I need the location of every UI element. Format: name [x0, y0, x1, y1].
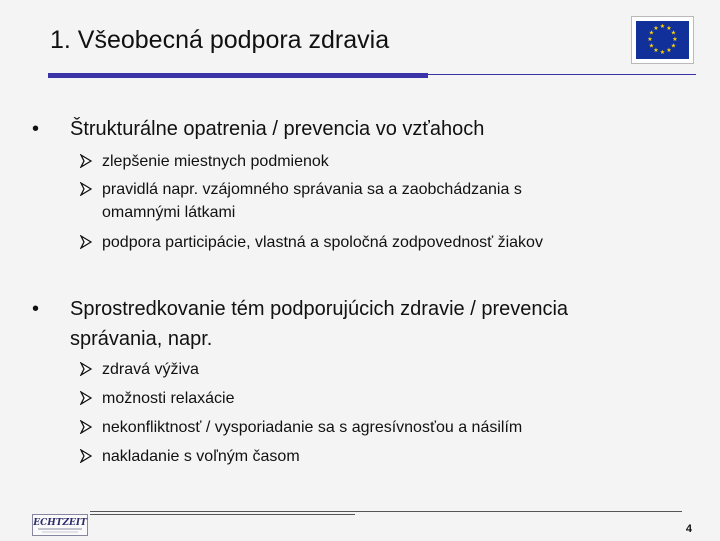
arrow-bullet-icon: [80, 420, 92, 434]
svg-text:★: ★: [647, 36, 653, 43]
page-title: 1. Všeobecná podpora zdravia: [50, 26, 390, 54]
svg-text:★: ★: [648, 29, 655, 37]
main-bullet-text: správania, napr.: [70, 328, 213, 350]
main-bullet-text: Štrukturálne opatrenia / prevencia vo vzťahoch: [70, 118, 485, 140]
main-bullet-text: Sprostredkovanie tém podporujúcich zdravie / prevencia: [70, 298, 569, 320]
sub-item-text: podpora participácie, vlastná a spoločná zodpovednosť žiakov: [102, 234, 543, 251]
eu-stars: [636, 21, 689, 59]
arrow-bullet-icon: [80, 391, 92, 405]
sub-item-text: nakladanie s voľným časom: [102, 448, 300, 465]
bullet-dot: •: [32, 118, 40, 140]
sub-item-text: možnosti relaxácie: [102, 390, 235, 407]
arrow-bullet-icon: [80, 182, 92, 196]
sub-item-text: pravidlá napr. vzájomného správania sa a zaobchádzania s: [102, 181, 522, 198]
arrow-bullet-icon: [80, 154, 92, 168]
title-underline-thick: [48, 73, 428, 78]
svg-text:★: ★: [659, 49, 666, 56]
svg-text:★: ★: [670, 29, 677, 37]
footer-rule-secondary: [90, 514, 355, 515]
title-underline-thin: [428, 74, 696, 75]
svg-text:★: ★: [648, 42, 655, 50]
arrow-bullet-icon: [80, 362, 92, 376]
svg-text:★: ★: [659, 23, 666, 30]
sub-item-text: omamnými látkami: [102, 204, 236, 221]
sub-item-text: zdravá výživa: [102, 361, 199, 378]
svg-text:★: ★: [666, 47, 672, 54]
logo-text: ECHTZEIT: [33, 518, 87, 528]
arrow-bullet-icon: [80, 449, 92, 463]
eu-flag-icon: [631, 16, 694, 64]
svg-text:★: ★: [672, 36, 678, 43]
echtzeit-logo: [32, 514, 88, 536]
footer-rule: [90, 511, 682, 512]
sub-item-text: zlepšenie miestnych podmienok: [102, 153, 329, 170]
svg-text:★: ★: [666, 25, 672, 32]
arrow-bullet-icon: [80, 235, 92, 249]
page-number: 4: [685, 523, 692, 535]
svg-text:★: ★: [653, 47, 659, 54]
svg-text:★: ★: [670, 42, 677, 50]
svg-text:★: ★: [653, 25, 659, 32]
bullet-dot: •: [32, 298, 40, 320]
sub-item-text: nekonfliktnosť / vysporiadanie sa s agresívnosťou a násilím: [102, 419, 523, 436]
